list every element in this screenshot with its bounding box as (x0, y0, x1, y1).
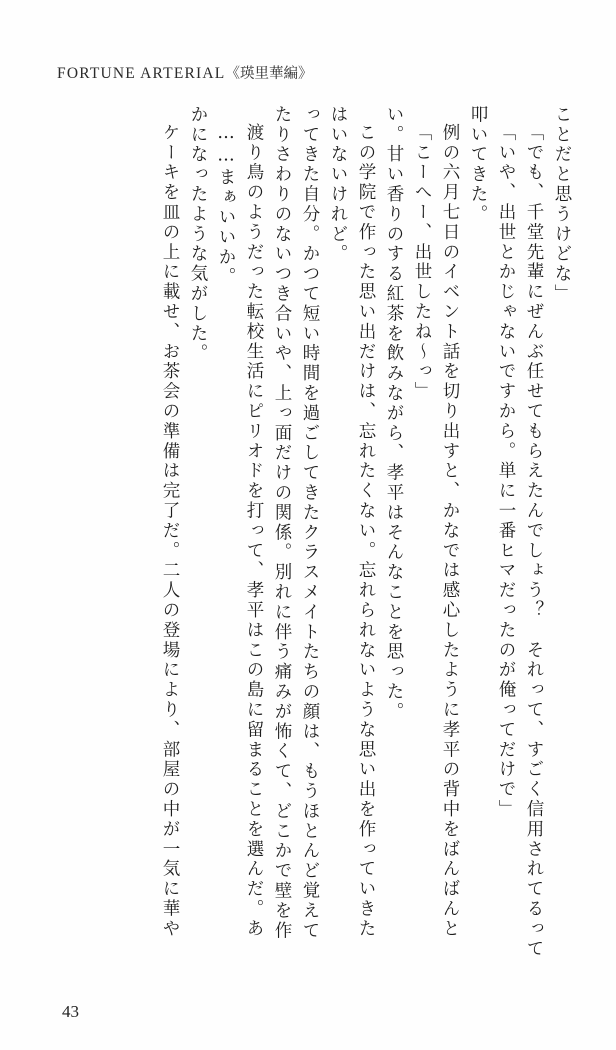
text-column: はいないけれど。 (328, 105, 348, 265)
running-header-volume-title: 《瑛里華編》 (225, 66, 313, 82)
text-column: 渡り鳥のようだった転校生活にピリオドを打って、孝平はこの島に留まることを選んだ。あ (244, 123, 264, 939)
text-column: 「こーへー、出世したね〜っ」 (412, 123, 432, 402)
text-column: い。甘い香りのする紅茶を飲みながら、孝平はそんなことを思った。 (384, 105, 404, 722)
page-number: 43 (62, 1002, 79, 1021)
vertical-body-text (150, 105, 570, 965)
text-column: ってきた自分。かつて短い時間を過ごしてきたクラスメイトたちの顔は、もうほとんど覚えて (300, 105, 320, 941)
text-column: 例の六月七日のイベント話を切り出すと、かなでは感心したように孝平の背中をばんばんと (440, 123, 460, 939)
running-header (57, 62, 312, 83)
text-column: この学院で作った思い出だけは、忘れたくない。忘れられないような思い出を作っていきた (356, 123, 376, 939)
text-column: たりさわりのないつき合いや、上っ面だけの関係。別れに伴う痛みが怖くて、どこかで壁を作 (272, 105, 292, 941)
text-column: かになったような気がした。 (188, 105, 208, 364)
text-column: 「でも、千堂先輩にぜんぶ任せてもらえたんでしょう？ それって、すごく信用されてるって (524, 123, 544, 959)
text-column: ことだと思うけどな」 (552, 105, 572, 304)
running-header-series-title: FORTUNE ARTERIAL (57, 65, 226, 82)
text-column: ケーキを皿の上に載せ、お茶会の準備は完了だ。二人の登場により、部屋の中が一気に華や (160, 123, 180, 939)
text-column: ……まぁいいか。 (216, 123, 236, 288)
text-column: 「いや、出世とかじゃないですから。単に一番ヒマだったのが俺ってだけで」 (496, 123, 516, 820)
text-column: 叩いてきた。 (468, 105, 488, 225)
